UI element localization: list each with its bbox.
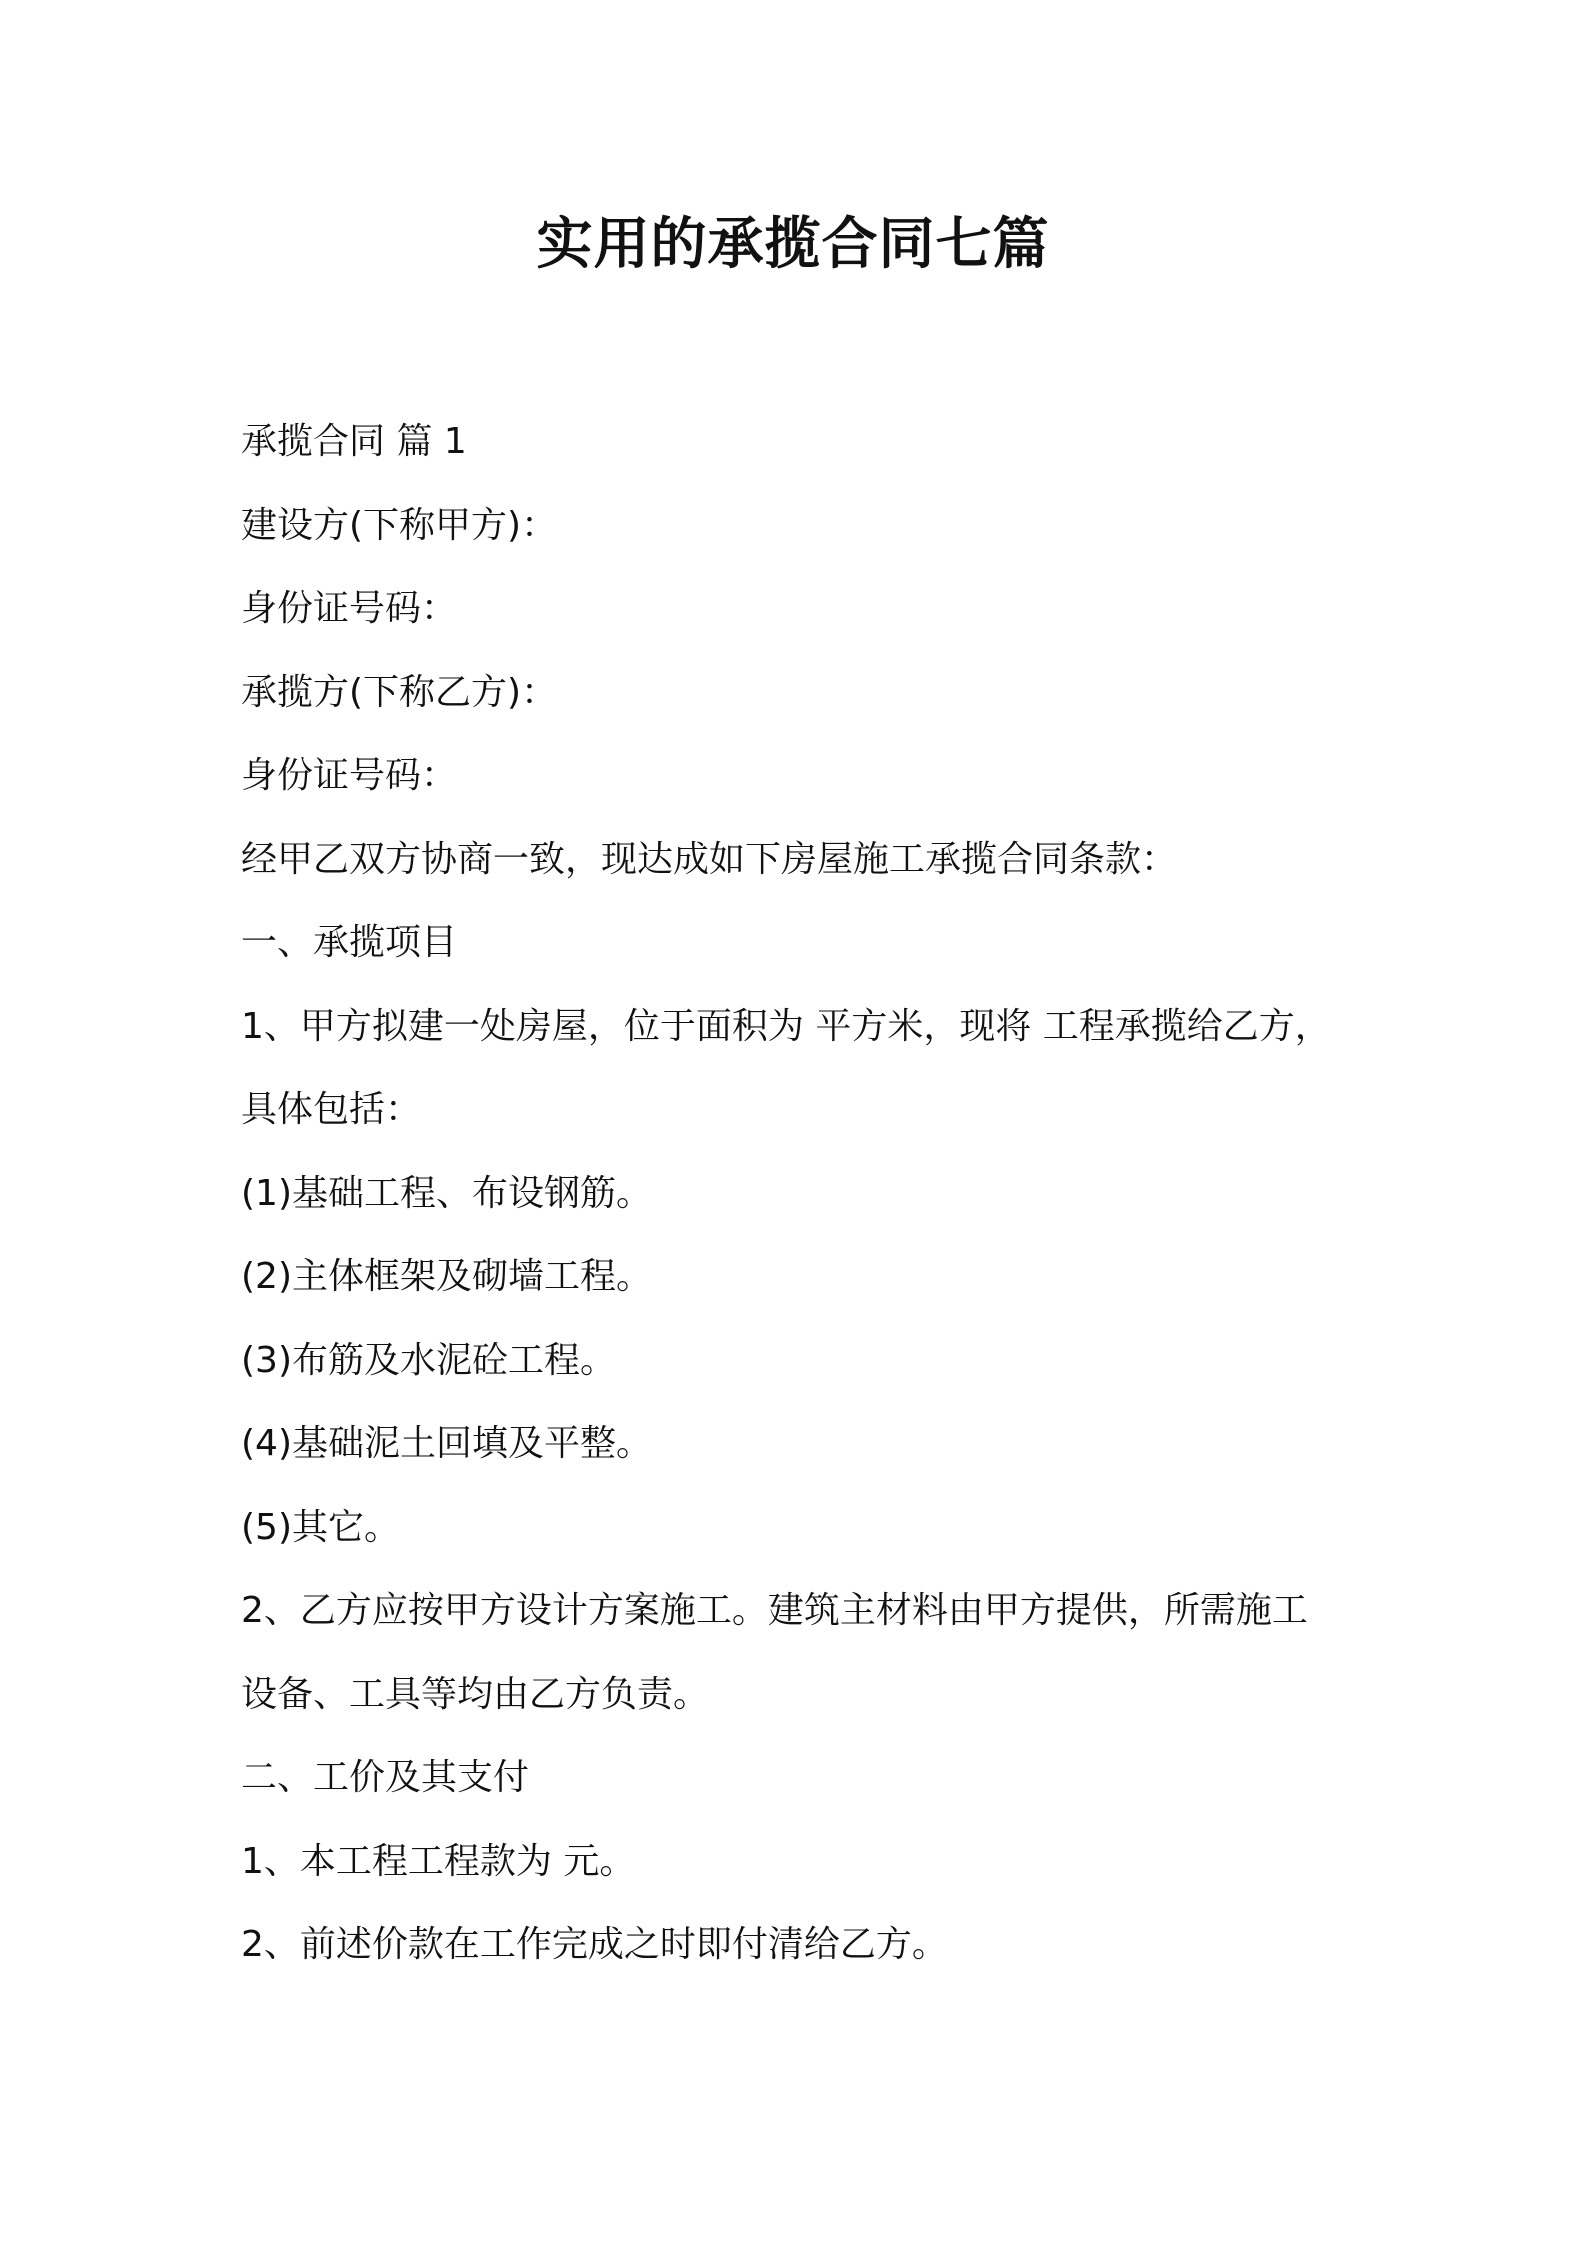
clause-1-line-2: 具体包括： — [241, 1089, 422, 1130]
party-a-id-line: 身份证号码： — [241, 588, 458, 629]
payment-clause-2: 2、前述价款在工作完成之时即付清给乙方。 — [241, 1924, 948, 1965]
party-b-id-line: 身份证号码： — [241, 755, 458, 796]
list-item: (4)基础泥土回填及平整。 — [241, 1423, 652, 1464]
clause-2-line-1: 2、乙方应按甲方设计方案施工。建筑主材料由甲方提供，所需施工 — [241, 1590, 1308, 1631]
document-body — [241, 400, 1381, 1987]
document-title: 实用的承揽合同七篇 — [536, 212, 1050, 277]
clause-2-line-2: 设备、工具等均由乙方负责。 — [241, 1673, 710, 1715]
party-a-line: 建设方(下称甲方)： — [241, 504, 558, 546]
list-item: (2)主体框架及砌墙工程。 — [241, 1256, 652, 1297]
section-heading-project: 一、承揽项目 — [241, 922, 458, 963]
agreement-intro: 经甲乙双方协商一致，现达成如下房屋施工承揽合同条款： — [241, 838, 1178, 880]
list-item: (3)布筋及水泥砼工程。 — [241, 1339, 616, 1381]
clause-1-line-1: 1、甲方拟建一处房屋，位于面积为 平方米，现将 工程承揽给乙方， — [241, 1005, 1331, 1047]
list-item: (1)基础工程、布设钢筋。 — [241, 1172, 652, 1214]
party-b-line: 承揽方(下称乙方)： — [241, 671, 558, 713]
list-item: (5)其它。 — [241, 1506, 400, 1548]
contract-heading: 承揽合同 篇 1 — [241, 421, 467, 462]
section-heading-payment: 二、工价及其支付 — [241, 1757, 530, 1798]
payment-clause-1: 1、本工程工程款为 元。 — [241, 1840, 636, 1882]
